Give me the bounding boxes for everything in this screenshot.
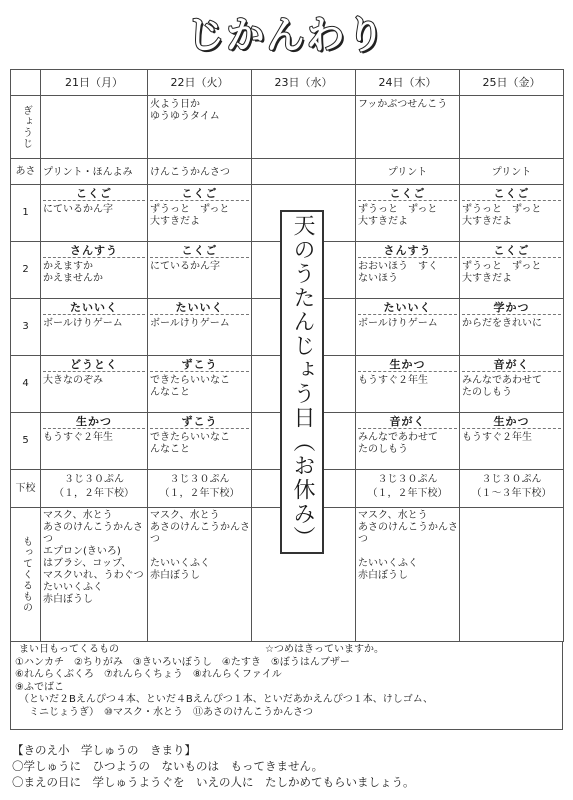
gyouji-cell: 火よう日か ゆうゆうタイム bbox=[150, 99, 220, 122]
day-header: 21日（月） bbox=[41, 70, 148, 96]
holiday-banner bbox=[280, 210, 324, 554]
gekou-note: （１〜３年下校） bbox=[471, 488, 552, 499]
subject-label: 音がく bbox=[358, 413, 457, 429]
subject-label: ずこう bbox=[150, 413, 249, 429]
subject-label: 生かつ bbox=[43, 413, 145, 429]
gyouji-row bbox=[11, 96, 564, 159]
gekou-note: （１，２年下校） bbox=[54, 488, 134, 499]
day-header: 25日（金） bbox=[460, 70, 564, 96]
day-header: 24日（木） bbox=[356, 70, 460, 96]
corner-cell bbox=[11, 70, 41, 96]
subject-detail: ボールけりゲーム bbox=[150, 318, 230, 329]
subject-detail: もうすぐ２年生 bbox=[462, 432, 532, 443]
subject-detail: かえますか かえませんか bbox=[43, 261, 103, 284]
row-label-period: 2 bbox=[11, 242, 41, 299]
subject-detail: ずうっと ずっと 大すきだよ bbox=[462, 261, 542, 284]
gekou-note: （１，２年下校） bbox=[367, 488, 448, 499]
subject-label: さんすう bbox=[43, 242, 145, 258]
gekou-note: （１，２年下校） bbox=[159, 488, 240, 499]
asa-cell bbox=[252, 170, 355, 173]
items-list: マスク、水とう あさのけんこうかんさつ エプロン(きいろ) はブラシ、コップ、 マスクいれ、うわぐつ たいいくふく 赤白ぼうし bbox=[43, 510, 144, 605]
items-list bbox=[460, 508, 563, 510]
subject-detail: できたらいいなこ んなこと bbox=[150, 375, 230, 398]
subject-label: こくご bbox=[150, 242, 249, 258]
subject-label: たいいく bbox=[358, 299, 457, 315]
asa-cell: プリント bbox=[491, 166, 532, 178]
nails-note: ☆つめはきっていますか。 bbox=[265, 644, 384, 655]
gyouji-cell: フッかぶつせんこう bbox=[358, 99, 448, 110]
subject-label: 学かつ bbox=[462, 299, 561, 315]
rule-item: 〇まえの日に 学しゅうようぐを いえの人に たしかめてもらいましょう。 bbox=[12, 775, 415, 789]
items-list: マスク、水とう あさのけんこうかんさつ たいいくふく 赤白ぼうし bbox=[358, 510, 458, 581]
subject-detail: みんなであわせて たのしもう bbox=[462, 375, 542, 398]
row-label-period: 4 bbox=[11, 356, 41, 413]
subject-detail: にているかん字 bbox=[43, 204, 113, 215]
subject-label: たいいく bbox=[150, 299, 249, 315]
page-title: じかんわり bbox=[186, 13, 387, 57]
row-label-gyouji: ぎょうじ bbox=[20, 105, 32, 149]
gyouji-cell bbox=[41, 96, 147, 99]
row-label-period: 5 bbox=[11, 413, 41, 470]
subject-detail: ずうっと ずっと 大すきだよ bbox=[358, 204, 438, 227]
daily-line: ⑥れんらくぶくろ ⑦れんらくちょう ⑧れんらくファイル bbox=[15, 669, 282, 680]
gyouji-cell bbox=[460, 96, 563, 99]
gekou-time: ３じ３０ぷん bbox=[481, 474, 542, 485]
subject-detail: からだをきれいに bbox=[462, 318, 542, 329]
subject-detail: ずうっと ずっと 大すきだよ bbox=[150, 204, 230, 227]
asa-cell: プリント bbox=[387, 166, 428, 178]
day-header: 23日（水） bbox=[252, 70, 356, 96]
row-label-gekou: 下校 bbox=[11, 470, 41, 508]
subject-label: たいいく bbox=[43, 299, 145, 315]
day-header: 22日（火） bbox=[148, 70, 252, 96]
subject-detail: できたらいいなこ んなこと bbox=[150, 432, 230, 455]
subject-detail: おおいほう すく ないほう bbox=[358, 261, 438, 284]
subject-detail: ずうっと ずっと 大すきだよ bbox=[462, 204, 542, 227]
daily-heading: まい日もってくるもの bbox=[19, 644, 119, 655]
subject-detail: にているかん字 bbox=[150, 261, 220, 272]
items-list: マスク、水とう あさのけんこうかんさつ たいいくふく 赤白ぼうし bbox=[150, 510, 250, 581]
row-label-period: 1 bbox=[11, 185, 41, 242]
subject-detail: 大きなのぞみ bbox=[43, 375, 103, 386]
rules-heading: 【きのえ小 学しゅうの きまり】 bbox=[12, 743, 196, 757]
subject-label: こくご bbox=[150, 185, 249, 201]
subject-label: ずこう bbox=[150, 356, 249, 372]
daily-items-box bbox=[10, 641, 563, 730]
subject-detail: みんなであわせて たのしもう bbox=[358, 432, 438, 455]
asa-row bbox=[11, 159, 564, 185]
daily-line: （といだ２Bえんぴつ４本、といだ４Bえんぴつ１本、といだあかえんぴつ１本、けしゴム、 bbox=[19, 694, 434, 705]
subject-detail: ボールけりゲーム bbox=[43, 318, 123, 329]
subject-label: こくご bbox=[43, 185, 145, 201]
rule-item: 〇学しゅうに ひつようの ないものは もってきません。 bbox=[12, 759, 324, 773]
daily-line: ①ハンカチ ②ちりがみ ③きいろいぼうし ④たすき ⑤ぼうはんブザー bbox=[15, 656, 350, 668]
header-row bbox=[11, 70, 564, 96]
subject-label: こくご bbox=[462, 185, 561, 201]
row-label-motte: もってくるもの bbox=[20, 536, 32, 613]
daily-line: ⑨ふでばこ bbox=[15, 681, 64, 693]
subject-label: 生かつ bbox=[462, 413, 561, 429]
subject-label: どうとく bbox=[43, 356, 145, 372]
subject-detail: もうすぐ２年生 bbox=[358, 375, 428, 386]
row-label-period: 3 bbox=[11, 299, 41, 356]
row-label-asa: あさ bbox=[11, 159, 41, 185]
holiday-text: 天のうたんじょう日（お休み） bbox=[290, 214, 315, 550]
asa-cell: プリント・ほんよみ bbox=[43, 167, 133, 178]
asa-cell: けんこうかんさつ bbox=[150, 167, 230, 178]
rules-section bbox=[12, 742, 415, 790]
gekou-time: ３じ３０ぷん bbox=[377, 474, 438, 485]
subject-detail: ボールけりゲーム bbox=[358, 318, 438, 329]
gekou-time: ３じ３０ぷん bbox=[64, 474, 124, 485]
subject-label: さんすう bbox=[358, 242, 457, 258]
subject-label: 音がく bbox=[462, 356, 561, 372]
subject-label: こくご bbox=[358, 185, 457, 201]
subject-label: 生かつ bbox=[358, 356, 457, 372]
gyouji-cell bbox=[252, 96, 355, 99]
subject-label: こくご bbox=[462, 242, 561, 258]
gekou-time: ３じ３０ぷん bbox=[169, 474, 230, 485]
daily-line: ミニじょうぎ） ⑩マスク・水とう ⑪あさのけんこうかんさつ bbox=[29, 706, 313, 718]
subject-detail: もうすぐ２年生 bbox=[43, 432, 113, 443]
